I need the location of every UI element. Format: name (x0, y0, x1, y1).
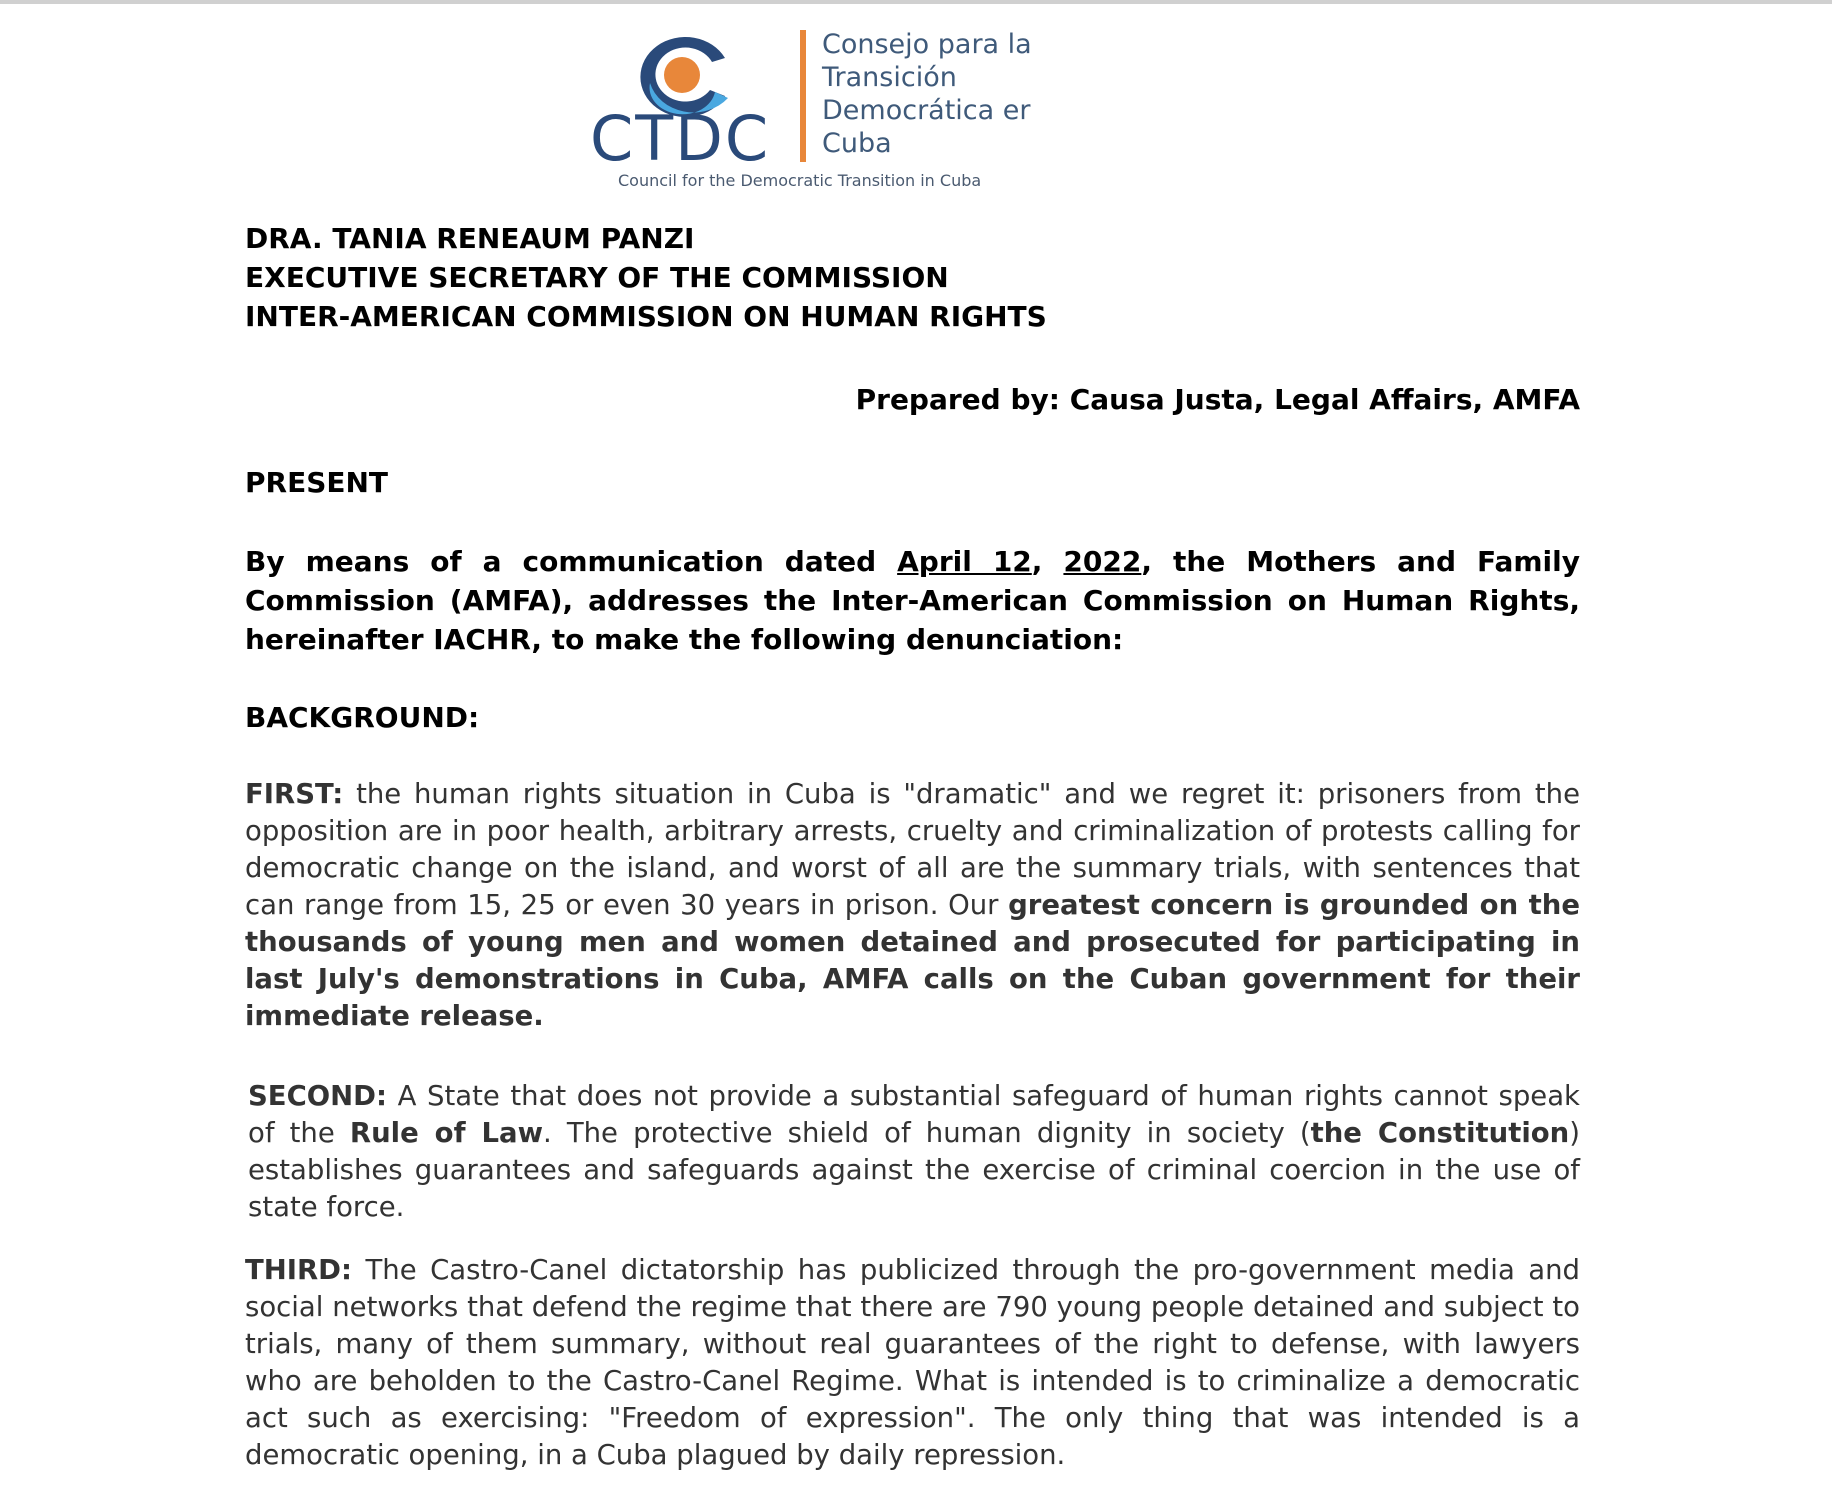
present-heading: PRESENT (245, 466, 389, 499)
intro-text: , the Mothers and Family Commission (AMFA), addresses the Inter-American Commission on Human Rights, hereinafter IACHR, to make the following denunciation: (245, 545, 1580, 656)
date-year: 2022 (1063, 545, 1142, 578)
third-paragraph (245, 1252, 1580, 1474)
paragraph-label: THIRD: (245, 1254, 353, 1286)
logo-abbreviation: CTDC (590, 102, 771, 175)
prepared-by: Prepared by: Causa Justa, Legal Affairs, AMFA (855, 383, 1580, 416)
paragraph-text: A State that does not provide a substantial safeguard of human rights cannot speak of the (248, 1080, 1580, 1149)
paragraph-emphasis: Rule of Law (349, 1117, 543, 1149)
logo-english-name: Council for the Democratic Transition in Cuba (618, 171, 982, 190)
logo-line: Transición (822, 62, 957, 93)
logo-line: Consejo para la (822, 29, 1032, 60)
intro-paragraph (245, 542, 1580, 659)
logo-line: Cuba (822, 128, 892, 159)
paragraph-label: SECOND: (248, 1080, 387, 1112)
addressee-block (245, 219, 1580, 336)
paragraph-label: FIRST: (245, 778, 344, 810)
paragraph-text: The Castro-Canel dictatorship has publicized through the pro-government media and social networks that defend the regime that there are 790 young people detained and subject to trials, many of them summary, without real guarantees of the right to defense, with lawyers who are beholden to the Castro-Canel Regime. What is intended is to criminalize a democratic act such as exercising: "Freedom of expression". The only thing that was intended is a democratic opening, in a Cuba plagued by daily repression. (245, 1254, 1580, 1471)
intro-text: , (1031, 545, 1064, 578)
paragraph-text: ) establishes guarantees and safeguards against the exercise of criminal coercion in the use of state force. (248, 1117, 1580, 1223)
paragraph-text: the human rights situation in Cuba is "dramatic" and we regret it: prisoners from the opposition are in poor health, arbitrary arrests, cruelty and criminalization of protests calling for democratic change on the island, and worst of all are the summary trials, with sentences that can range from 15, 25 or even 30 years in prison. Our (245, 778, 1580, 921)
first-paragraph (245, 776, 1580, 1035)
logo-line: Democrática er (822, 95, 1031, 126)
addressee-title: EXECUTIVE SECRETARY OF THE COMMISSION (245, 261, 949, 294)
paragraph-emphasis: the Constitution (1310, 1117, 1570, 1149)
ctdc-logo (590, 28, 1090, 198)
addressee-name: DRA. TANIA RENEAUM PANZI (245, 222, 695, 255)
date-day: April 12 (897, 545, 1032, 578)
paragraph-text: . The protective shield of human dignity in society ( (542, 1117, 1311, 1149)
second-paragraph (248, 1078, 1580, 1226)
intro-text: By means of a communication dated (245, 545, 898, 578)
paragraph-emphasis: greatest concern is grounded on the thousands of young men and women detained and prosecuted for participating in last July's demonstrations in Cuba, AMFA calls on the Cuban government for their immediate release. (245, 889, 1580, 1032)
logo-divider (800, 30, 806, 162)
logo-spanish-name (822, 28, 1032, 160)
addressee-organization: INTER-AMERICAN COMMISSION ON HUMAN RIGHTS (245, 300, 1047, 333)
background-heading: BACKGROUND: (245, 701, 480, 734)
top-border (0, 0, 1832, 4)
